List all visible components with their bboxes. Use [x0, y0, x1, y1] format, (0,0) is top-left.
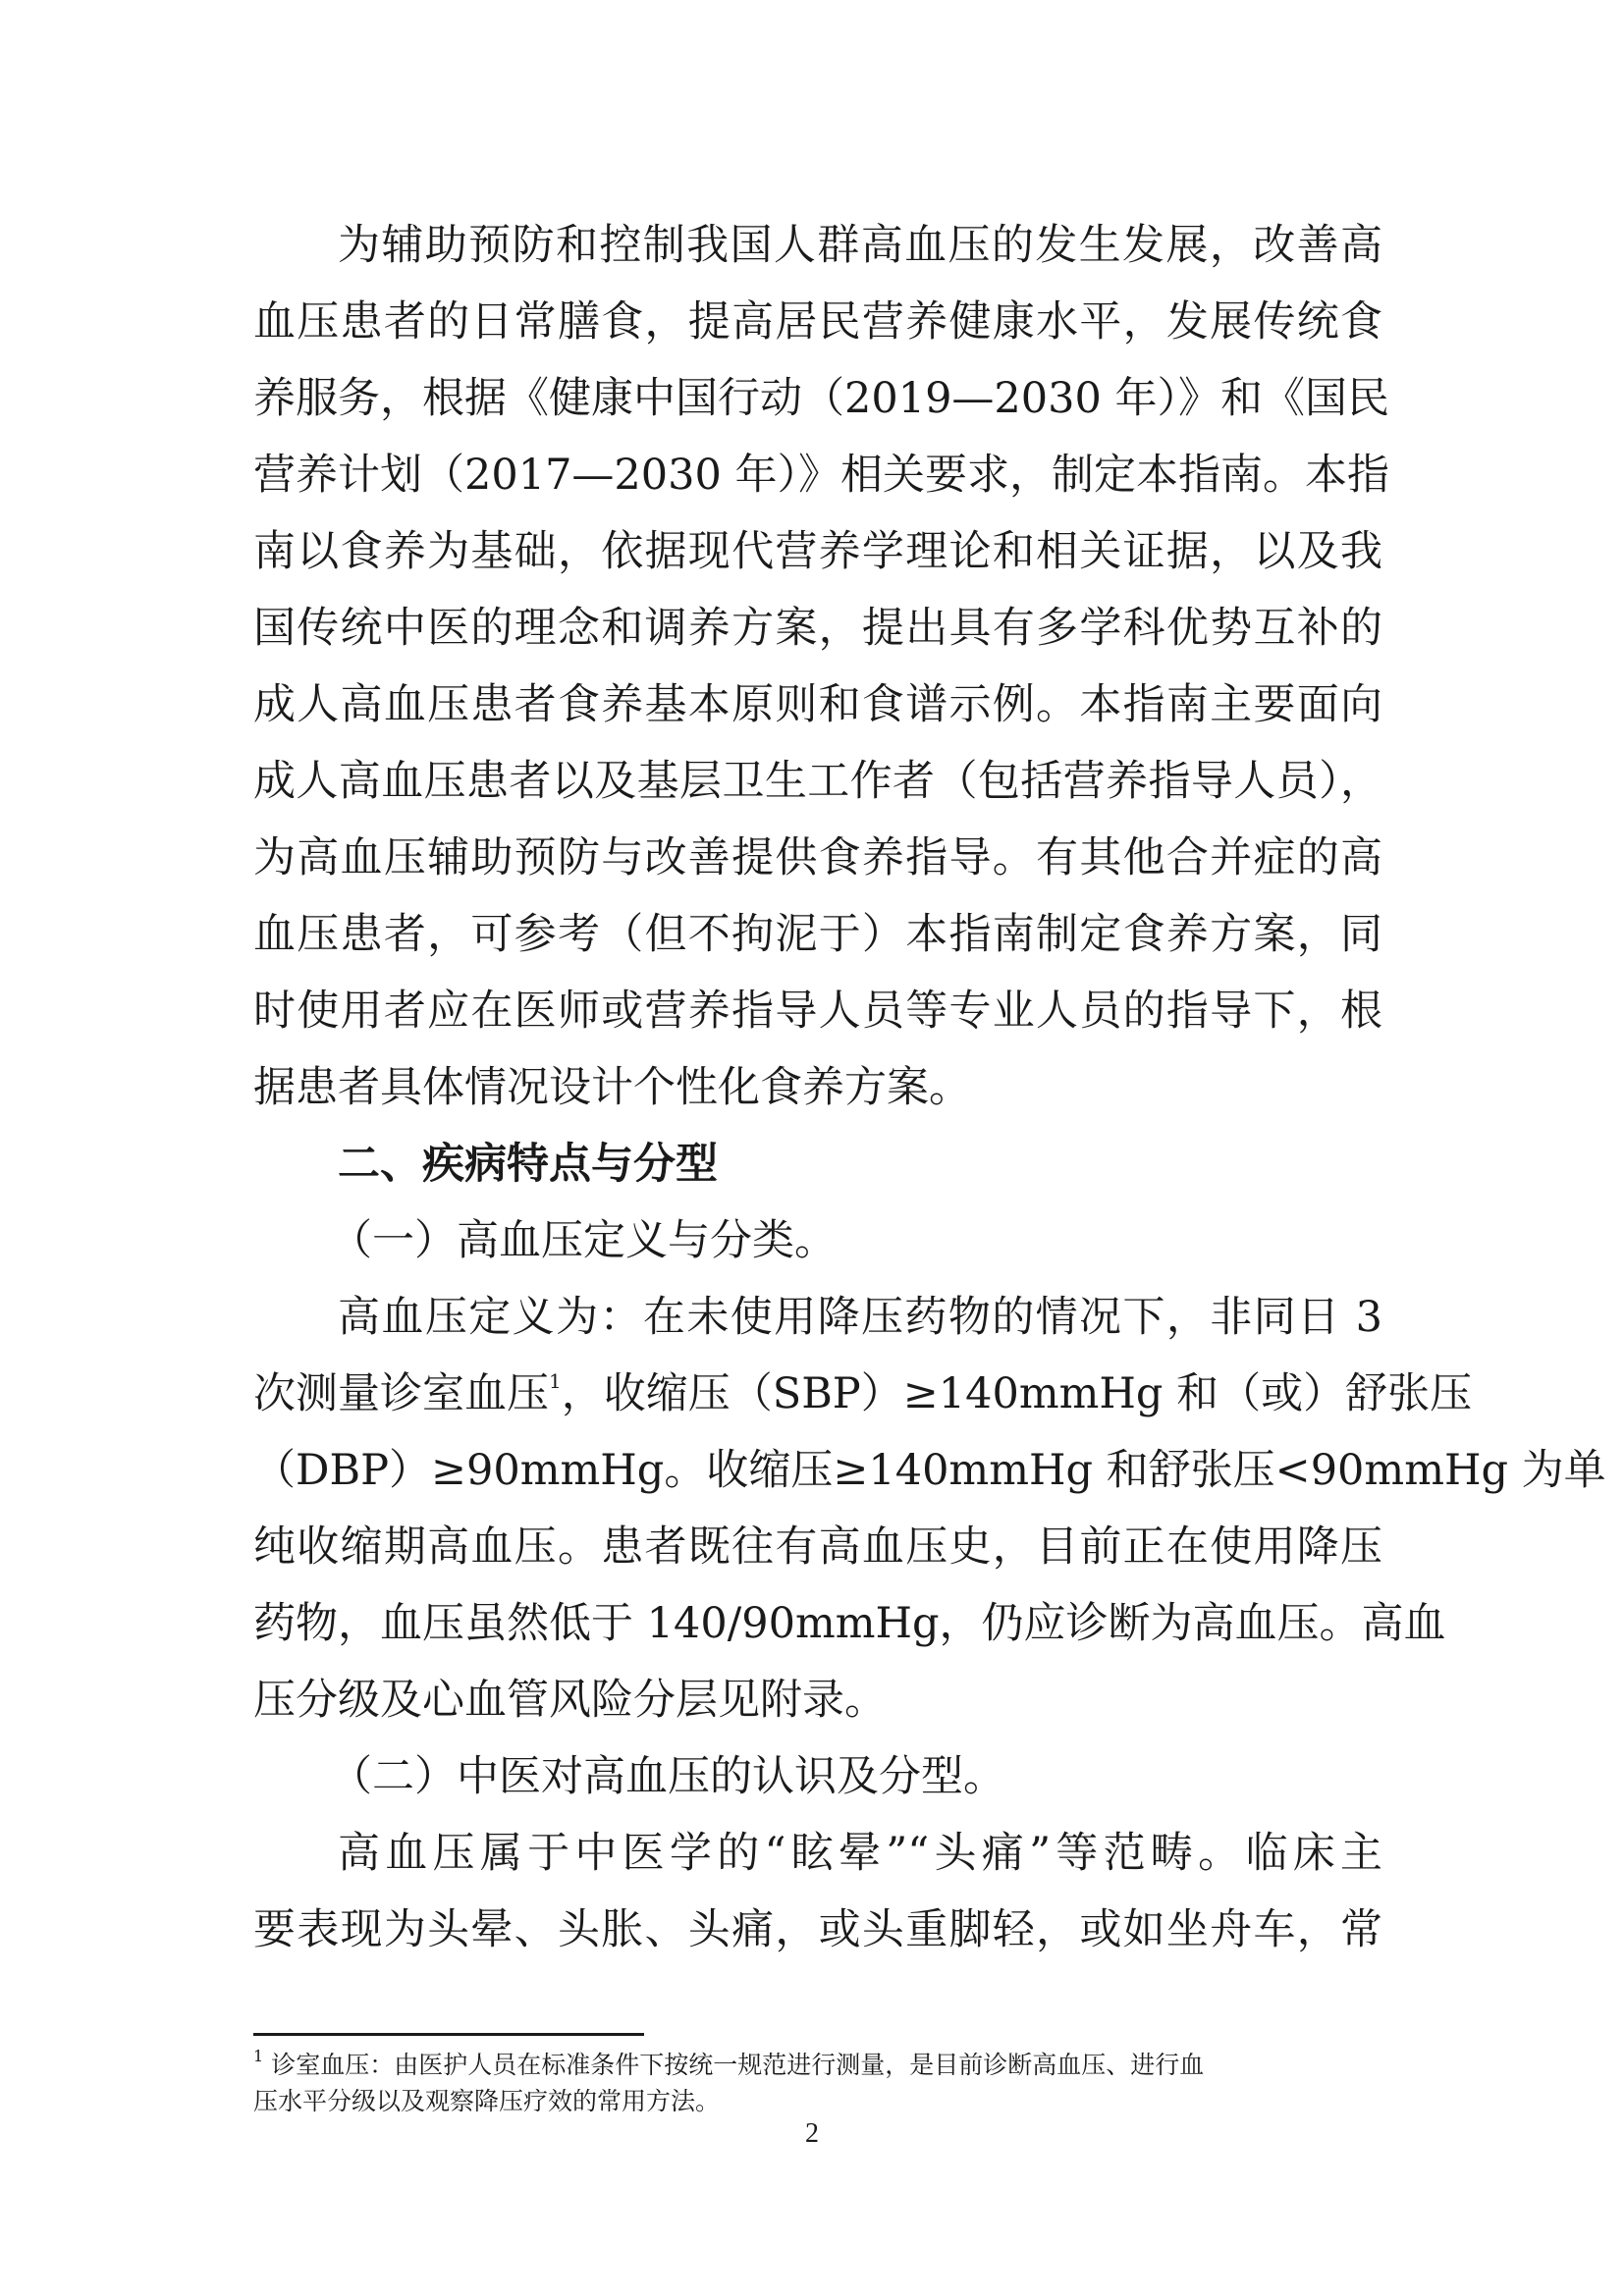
paragraph-intro: [253, 207, 1390, 1126]
text-line: 时使用者应在医师或营养指导人员等专业人员的指导下，根: [253, 987, 1382, 1036]
text-line: 南以食养为基础，依据现代营养学理论和相关证据，以及我: [253, 527, 1382, 576]
text-line: （DBP）≥90mmHg。收缩压≥140mmHg 和舒张压<90mmHg 为单: [253, 1446, 1606, 1495]
footnote-reference[interactable]: 1: [549, 1369, 562, 1393]
page-number: 2: [805, 2118, 819, 2149]
footnote: [253, 2047, 1382, 2119]
body-text: [253, 207, 1606, 1968]
footnote-marker: 1: [253, 2047, 264, 2065]
footnote-separator: [253, 2033, 644, 2036]
text-line: 血压患者的日常膳食，提高居民营养健康水平，发展传统食: [253, 297, 1382, 347]
text-line: 养服务，根据《健康中国行动（2019—2030 年）》和《国民: [253, 374, 1390, 423]
subsection-heading-2: （二）中医对高血压的认识及分型。: [330, 1752, 1005, 1801]
footnote-line: 压水平分级以及观察降压疗效的常用方法。: [253, 2087, 721, 2115]
subsection-heading-1: （一）高血压定义与分类。: [330, 1216, 837, 1265]
text-line: 要表现为头晕、头胀、头痛，或头重脚轻，或如坐舟车，常: [253, 1905, 1382, 1954]
text-line: 为辅助预防和控制我国人群高血压的发生发展，改善高: [338, 221, 1382, 270]
text-line: 纯收缩期高血压。患者既往有高血压史，目前正在使用降压: [253, 1522, 1382, 1572]
text-segment: ，收缩压（SBP）≥140mmHg 和（或）舒张压: [561, 1369, 1473, 1418]
text-line: 成人高血压患者食养基本原则和食谱示例。本指南主要面向: [253, 680, 1382, 729]
text-line: 据患者具体情况设计个性化食养方案。: [253, 1063, 971, 1112]
text-line: 高血压属于中医学的“眩晕”“头痛”等范畴。临床主: [338, 1829, 1382, 1878]
text-line: 为高血压辅助预防与改善提供食养指导。有其他合并症的高: [253, 833, 1382, 882]
section-heading: 二、疾病特点与分型: [338, 1140, 718, 1189]
text-line: 压分级及心血管风险分层见附录。: [253, 1676, 887, 1725]
text-segment: 次测量诊室血压: [253, 1369, 549, 1418]
text-line: [253, 1356, 1473, 1432]
text-line: 营养计划（2017—2030 年）》相关要求，制定本指南。本指: [253, 451, 1390, 500]
text-line: 血压患者，可参考（但不拘泥于）本指南制定食养方案，同: [253, 910, 1382, 959]
footnote-text: 诊室血压：由医护人员在标准条件下按统一规范进行测量，是目前诊断高血压、进行血: [271, 2051, 1205, 2079]
text-line: 国传统中医的理念和调养方案，提出具有多学科优势互补的: [253, 604, 1382, 653]
footnote-line: [253, 2047, 1382, 2083]
text-line: 药物，血压虽然低于 140/90mmHg，仍应诊断为高血压。高血: [253, 1599, 1446, 1648]
paragraph-definition: [253, 1279, 1606, 1738]
text-line: 成人高血压患者以及基层卫生工作者（包括营养指导人员），: [253, 757, 1382, 806]
text-line: 高血压定义为：在未使用降压药物的情况下，非同日 3: [338, 1293, 1382, 1342]
paragraph-tcm: [253, 1815, 1382, 1968]
